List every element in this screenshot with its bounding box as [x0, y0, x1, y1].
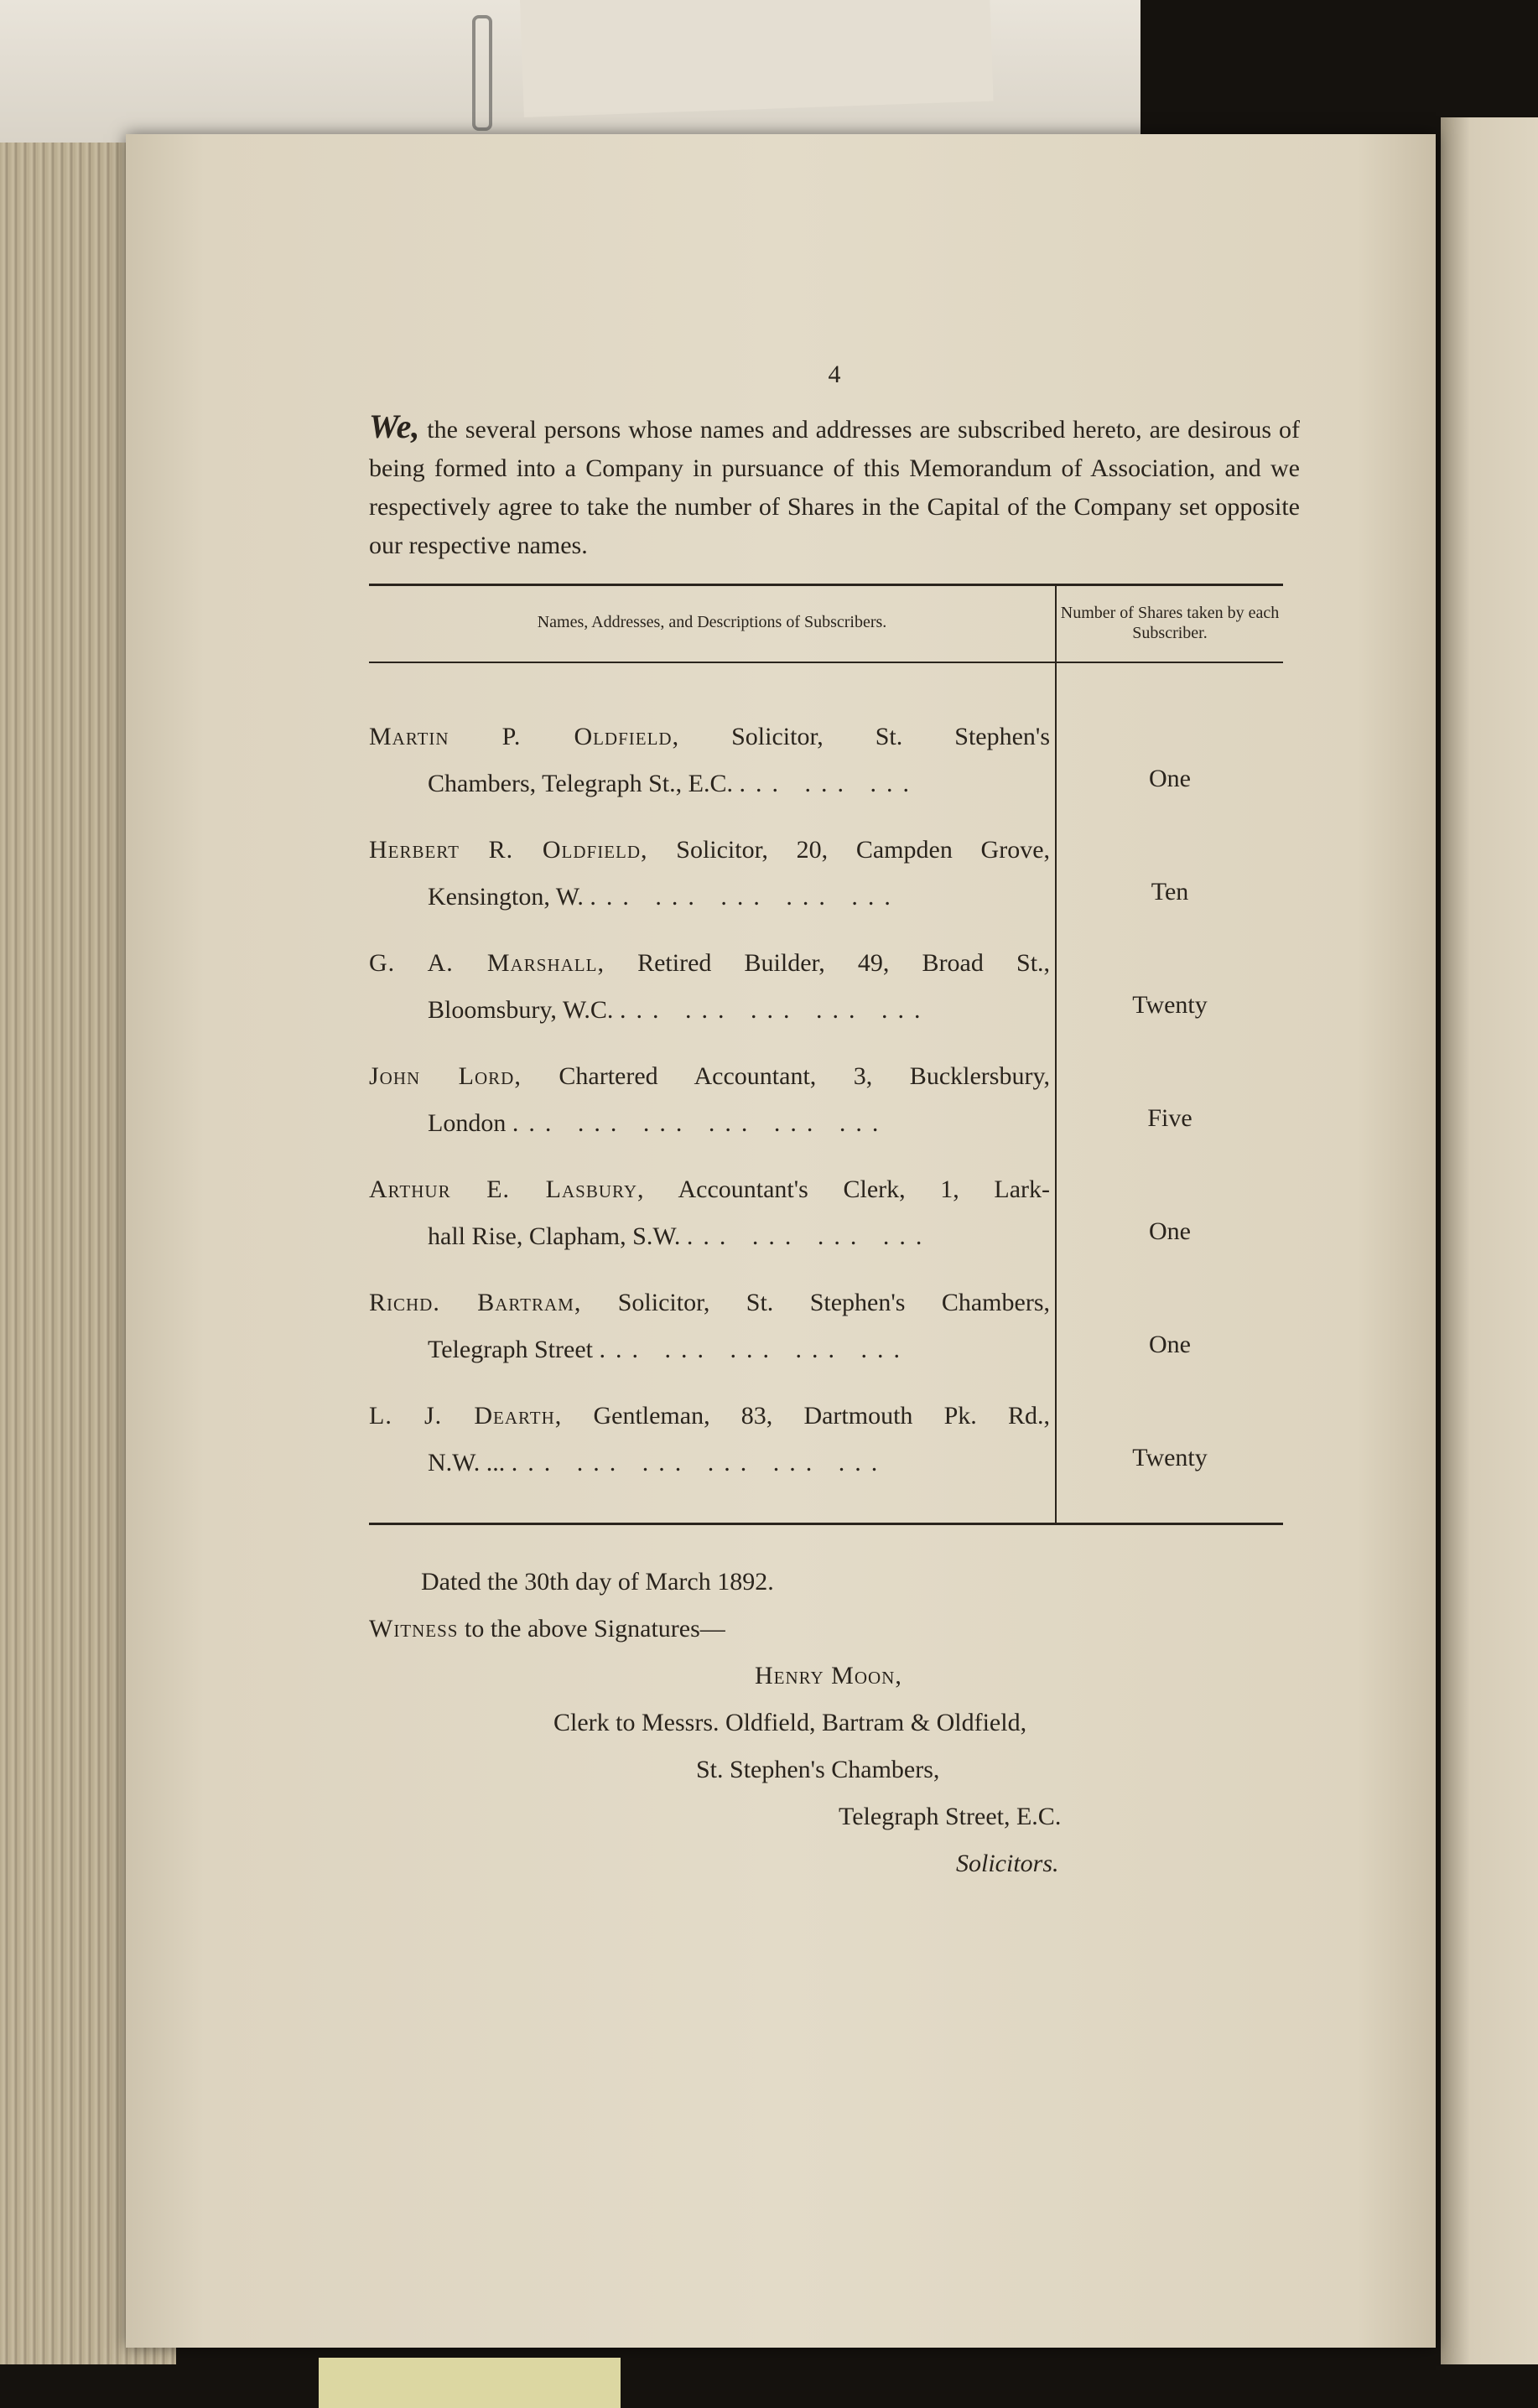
subscriber-address: Bloomsbury, W.C. — [428, 996, 614, 1024]
subscriber-desc: Solicitor, St. Stephen's Chambers, — [617, 1289, 1050, 1316]
leader-dots: ... ... ... ... ... ... — [512, 1109, 889, 1137]
header-names: Names, Addresses, and Descriptions of Subscribers. — [369, 586, 1057, 662]
share-count: One — [1149, 1217, 1191, 1245]
witness-label: Witness — [369, 1615, 459, 1643]
share-count: One — [1149, 1330, 1191, 1358]
witness-line-4: Solicitors. — [956, 1850, 1059, 1877]
subscriber-address: hall Rise, Clapham, S.W. — [428, 1222, 681, 1250]
subscriber-name: Arthur E. Lasbury, — [369, 1175, 645, 1203]
subscriber-address: London — [428, 1109, 507, 1137]
leader-dots: ... ... ... — [739, 770, 919, 797]
table-row — [369, 1166, 1050, 1279]
table-body — [369, 663, 1283, 1523]
witness-name: Henry Moon, — [755, 1662, 902, 1689]
paper-scrap-torn — [520, 0, 994, 117]
share-count: One — [1149, 764, 1191, 792]
share-count: Twenty — [1132, 990, 1208, 1019]
leader-dots: ... ... ... ... ... — [599, 1336, 910, 1363]
leader-dots: ... ... ... ... — [686, 1222, 933, 1250]
table-row — [369, 940, 1050, 1053]
share-count: Twenty — [1132, 1443, 1208, 1471]
subscriber-name: Martin P. Oldfield, — [369, 723, 680, 750]
witness-line-2: St. Stephen's Chambers, — [696, 1756, 940, 1783]
subscriber-address: Kensington, W. — [428, 883, 584, 911]
intro-text: the several persons whose names and addresses are subscribed hereto, are desirous of being formed into a Company in pursuance of this Memorandum of Association, and we respectively agree to take the number of Shares in the Capital of the Company set opposite our respective names. — [369, 416, 1301, 559]
subscriber-name: John Lord, — [369, 1062, 522, 1090]
subscriber-desc: Solicitor, 20, Campden Grove, — [676, 836, 1051, 864]
witness-line — [369, 1606, 1300, 1653]
subscriber-desc: Solicitor, St. Stephen's — [731, 723, 1050, 750]
bottom-tab — [319, 2358, 621, 2408]
table-row — [369, 1053, 1050, 1166]
share-count: Five — [1147, 1103, 1192, 1132]
table-row — [369, 1393, 1050, 1506]
paper-clip-icon — [472, 15, 492, 131]
header-shares: Number of Shares taken by each Subscriber. — [1060, 604, 1280, 642]
share-count: Ten — [1151, 877, 1189, 906]
subscriber-address: N.W. ... — [428, 1449, 506, 1476]
subscriber-name: Richd. Bartram, — [369, 1289, 582, 1316]
subscriber-name: Herbert R. Oldfield, — [369, 836, 648, 864]
leader-dots: ... ... ... ... ... ... — [511, 1449, 888, 1476]
facing-page — [1441, 117, 1538, 2364]
shares-column — [1057, 663, 1283, 1523]
subscriber-name: G. A. Marshall, — [369, 949, 605, 977]
subscriber-address: Chambers, Telegraph St., E.C. — [428, 770, 733, 797]
leader-dots: ... ... ... ... ... — [619, 996, 931, 1024]
subscriber-desc: Chartered Accountant, 3, Bucklersbury, — [559, 1062, 1050, 1090]
intro-first-word: We, — [369, 407, 420, 445]
leader-dots: ... ... ... ... ... — [590, 883, 901, 911]
page-content — [369, 361, 1300, 1887]
subscriber-desc: Gentleman, 83, Dartmouth Pk. Rd., — [593, 1402, 1050, 1430]
table-row — [369, 714, 1050, 827]
witness-block — [369, 1653, 1300, 1887]
witness-line-3: Telegraph Street, E.C. — [839, 1803, 1062, 1830]
signature-section — [369, 1559, 1300, 1887]
page-number: 4 — [828, 361, 841, 388]
table-row — [369, 1279, 1050, 1393]
dated-line: Dated the 30th day of March 1892. — [421, 1568, 774, 1596]
subscriber-address: Telegraph Street — [428, 1336, 593, 1363]
subscriber-name: L. J. Dearth, — [369, 1402, 563, 1430]
subscriber-desc: Retired Builder, 49, Broad St., — [637, 949, 1051, 977]
table-row — [369, 827, 1050, 940]
subscribers-table — [369, 584, 1283, 1525]
table-header — [369, 586, 1283, 663]
witness-line-1: Clerk to Messrs. Oldfield, Bartram & Oldfield, — [553, 1709, 1027, 1736]
intro-paragraph — [369, 407, 1300, 565]
subscriber-desc: Accountant's Clerk, 1, Lark- — [678, 1175, 1050, 1203]
witness-label-rest: to the above Signatures— — [465, 1615, 725, 1643]
names-column — [369, 663, 1057, 1523]
